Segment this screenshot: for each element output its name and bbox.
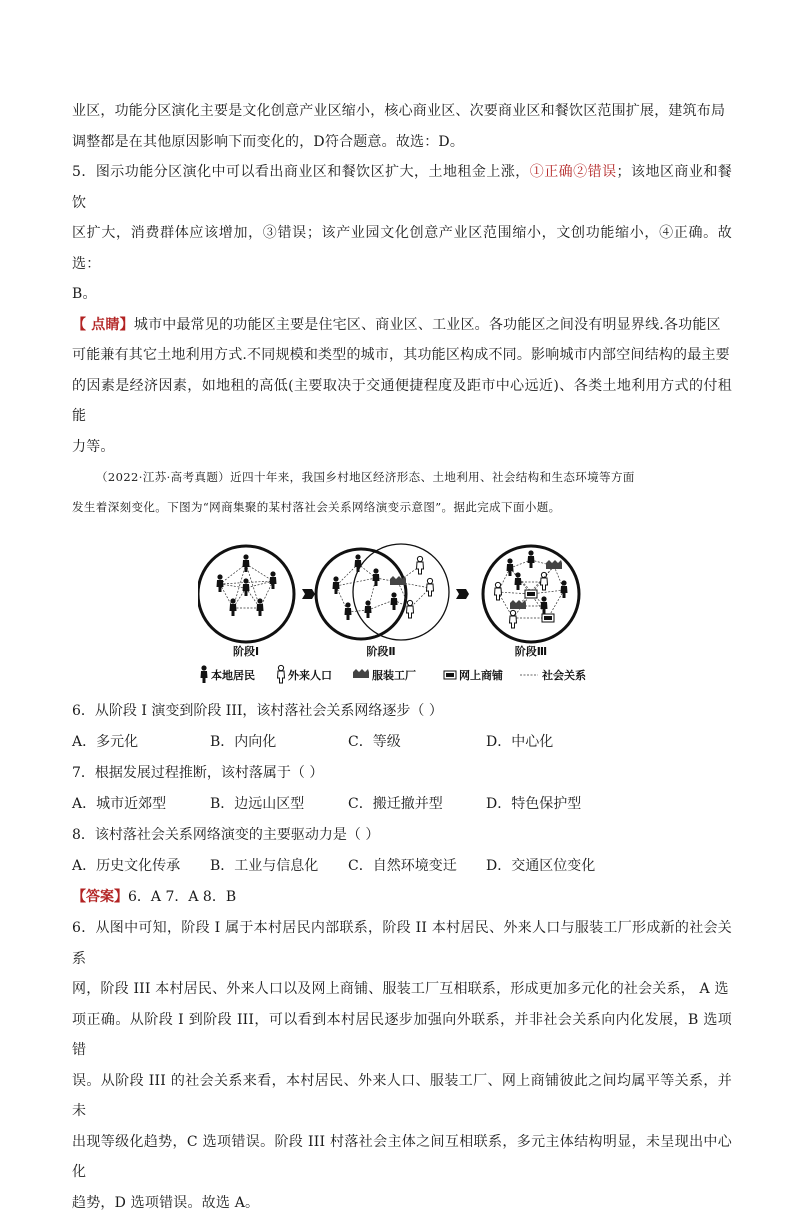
dianjing-line-1 — [72, 310, 732, 341]
q6-option-d[interactable]: D．中心化 — [486, 727, 624, 758]
dianjing-line-4: 力等。 — [72, 432, 732, 463]
network-evolution-figure — [198, 536, 618, 686]
legend-factory: 服装工厂 — [372, 668, 416, 682]
question-8-options — [72, 851, 732, 882]
figure-legend — [201, 665, 587, 683]
dianjing-text-1: 城市中最常见的功能区主要是住宅区、商业区、工业区。各功能区之间没有明显界线.各功能区 — [134, 317, 721, 333]
stage-2-diagram — [316, 544, 449, 640]
dianjing-line-2: 可能兼有其它土地利用方式.不同规模和类型的城市，其功能区构成不同。影响城市内部空间结构的最主要 — [72, 340, 732, 371]
legend-migrant: 外来人口 — [288, 668, 332, 682]
question-7-stem: 7．根据发展过程推断，该村落属于（ ） — [72, 758, 732, 789]
figure-svg — [198, 536, 618, 686]
q8-option-a[interactable]: A．历史文化传承 — [72, 851, 210, 882]
answer-line — [72, 882, 732, 913]
text-line-3a: 5．图示功能分区演化中可以看出商业区和餐饮区扩大，土地租金上涨， — [72, 164, 530, 180]
q7-option-d[interactable]: D．特色保护型 — [486, 789, 624, 820]
question-6-stem: 6．从阶段 I 演变到阶段 III，该村落社会关系网络逐步（ ） — [72, 696, 732, 727]
stage-1-label: 阶段Ⅰ — [233, 644, 259, 658]
stage-3-diagram — [483, 546, 579, 642]
q8-option-c[interactable]: C．自然环境变迁 — [348, 851, 486, 882]
explanation-line-4: 误。从阶段 III 的社会关系来看，本村居民、外来人口、服装工厂、网上商铺彼此之间均属平等关系，并未 — [72, 1066, 732, 1127]
text-line-3 — [72, 157, 732, 218]
q6-option-a[interactable]: A．多元化 — [72, 727, 210, 758]
online-shop-icon — [444, 671, 456, 679]
answer-value: 6．A 7．A 8．B — [128, 889, 236, 905]
text-line-3-red: ①正确②错误 — [530, 164, 617, 180]
explanation-line-6: 趋势，D 选项错误。故选 A。 — [72, 1188, 732, 1218]
stage-3-label: 阶段Ⅲ — [515, 644, 547, 658]
source-line-1: （2022·江苏·高考真题）近四十年来，我国乡村地区经济形态、土地利用、社会结构和生态环境等方面 — [72, 462, 732, 492]
q6-option-c[interactable]: C．等级 — [348, 727, 486, 758]
q6-option-b[interactable]: B．内向化 — [210, 727, 348, 758]
explanation-line-3: 项正确。从阶段 I 到阶段 III，可以看到本村居民逐步加强向外联系，并非社会关系向内化发展，B 选项错 — [72, 1005, 732, 1066]
source-line-2: 发生着深刻变化。下图为“网商集聚的某村落社会关系网络演变示意图”。据此完成下面小题。 — [72, 492, 732, 522]
stage-1-diagram — [198, 546, 294, 642]
q8-option-d[interactable]: D．交通区位变化 — [486, 851, 624, 882]
q7-option-b[interactable]: B．边远山区型 — [210, 789, 348, 820]
question-7-options — [72, 789, 732, 820]
dianjing-label: 【 点睛】 — [72, 317, 134, 333]
page-content — [72, 96, 732, 1218]
text-line-4: 区扩大，消费群体应该增加，③错误；该产业园文化创意产业区范围缩小，文创功能缩小，④正确。故选： — [72, 218, 732, 279]
explanation-line-5: 出现等级化趋势，C 选项错误。阶段 III 村落社会主体之间互相联系，多元主体结构明显，未呈现出中心化 — [72, 1127, 732, 1188]
dianjing-line-3: 的因素是经济因素，如地租的高低(主要取决于交通便捷程度及距市中心远近)、各类土地利用方式的付租能 — [72, 371, 732, 432]
factory-icon — [353, 669, 369, 678]
question-8-stem: 8．该村落社会关系网络演变的主要驱动力是（ ） — [72, 820, 732, 851]
text-line-5: B。 — [72, 279, 732, 310]
explanation-line-2: 网，阶段 III 本村居民、外来人口以及网上商铺、服装工厂互相联系，形成更加多元化的社会关系， A 选 — [72, 974, 732, 1005]
legend-local: 本地居民 — [211, 668, 255, 682]
question-6-options — [72, 727, 732, 758]
legend-relation: 社会关系 — [541, 668, 586, 682]
text-line-1: 业区，功能分区演化主要是文化创意产业区缩小，核心商业区、次要商业区和餐饮区范围扩展，建筑布局 — [72, 96, 732, 127]
local-resident-icon — [201, 665, 208, 683]
q7-option-a[interactable]: A．城市近郊型 — [72, 789, 210, 820]
q7-option-c[interactable]: C．搬迁撤并型 — [348, 789, 486, 820]
q8-option-b[interactable]: B．工业与信息化 — [210, 851, 348, 882]
arrow-2-icon — [456, 589, 469, 599]
explanation-line-1: 6．从图中可知，阶段 I 属于本村居民内部联系，阶段 II 本村居民、外来人口与服装工厂形成新的社会关系 — [72, 913, 732, 974]
answer-tag: 【答案】 — [72, 889, 128, 905]
legend-shop: 网上商铺 — [459, 668, 503, 682]
arrow-1-icon — [302, 589, 315, 599]
text-line-2: 调整都是在其他原因影响下而变化的，D符合题意。故选：D。 — [72, 127, 732, 158]
migrant-icon — [278, 665, 285, 683]
stage-2-label: 阶段Ⅱ — [366, 644, 395, 658]
text-line-3b: ；该地区商业和餐饮 — [72, 164, 732, 211]
